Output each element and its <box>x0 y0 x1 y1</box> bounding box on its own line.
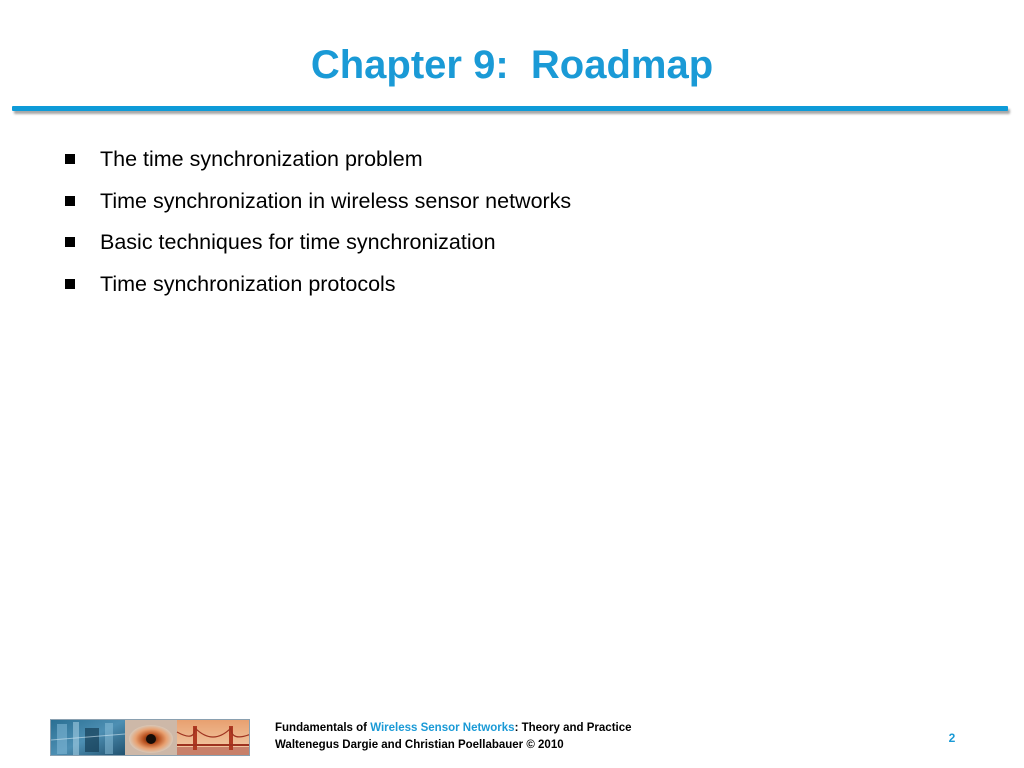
footer-book-highlight: Wireless Sensor Networks <box>370 722 515 734</box>
square-bullet-icon <box>65 196 75 206</box>
bullet-item <box>0 142 900 184</box>
bullet-item <box>0 267 900 309</box>
square-bullet-icon <box>65 279 75 289</box>
bullet-text: Time synchronization in wireless sensor networks <box>100 188 572 213</box>
title-underline-rule <box>12 106 1008 111</box>
bullet-text: Time synchronization protocols <box>100 271 396 296</box>
square-bullet-icon <box>65 154 75 164</box>
bullet-item <box>0 225 900 267</box>
footer-book-title <box>275 720 632 737</box>
footer-book-suffix: : Theory and Practice <box>514 722 632 734</box>
footer-credits <box>275 720 632 754</box>
bullet-text: Basic techniques for time synchronization <box>100 230 496 254</box>
bullet-list <box>0 142 900 308</box>
footer-banner-image <box>50 719 250 756</box>
slide-title: Chapter 9: Roadmap <box>310 43 714 87</box>
square-bullet-icon <box>65 237 75 247</box>
footer-authors: Waltenegus Dargie and Christian Poellabauer © 2010 <box>275 739 564 751</box>
page-number: 2 <box>948 731 956 745</box>
bullet-text: The time synchronization problem <box>100 147 423 171</box>
bullet-item <box>0 184 900 226</box>
footer-book-prefix: Fundamentals of <box>275 722 371 734</box>
